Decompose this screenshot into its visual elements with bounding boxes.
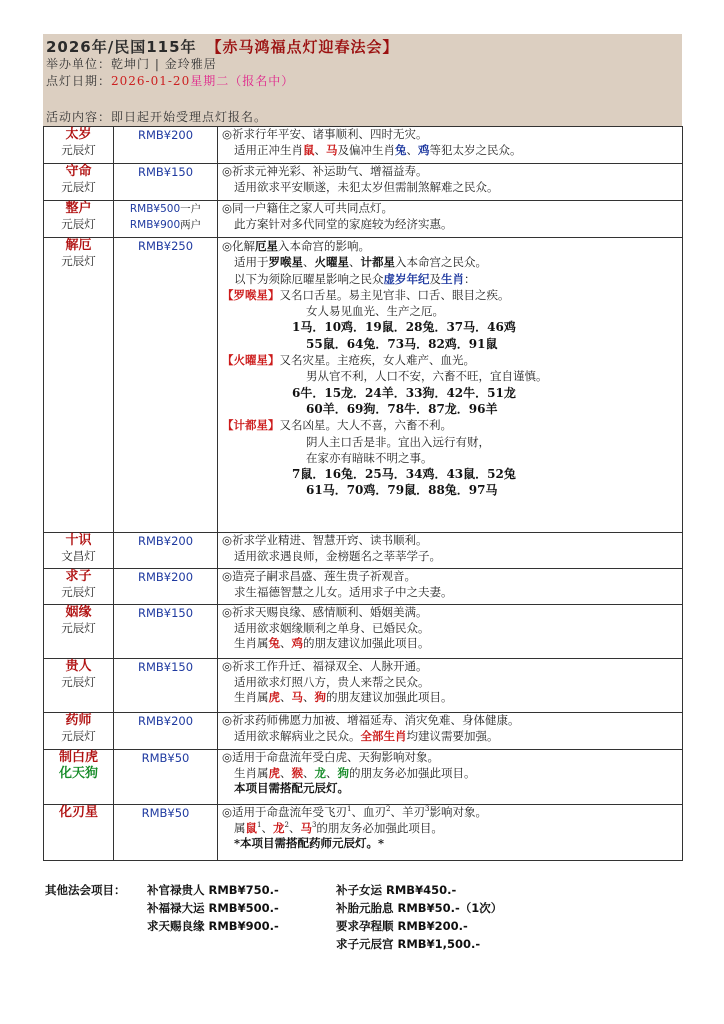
list-item: 补官禄贵人 RMB¥750.- — [147, 883, 279, 897]
table-row: 化刃星 RMB¥50 ◎适用于命盘流年受飞刃$^1$、血刃$^2$、羊刃$^3$影响对象。 属鼠$^1$、龙$^2$、马$^3$的朋友务必加强此项目。 *本项目需搭配药师元辰灯。* — [44, 805, 683, 861]
list-item: 补子女运 RMB¥450.- — [336, 883, 457, 897]
organizer-line: 举办单位：乾坤门 | 金玲雅居 — [46, 57, 217, 71]
table-row: 求子 元辰灯 RMB¥200 ◎造亮子嗣求昌盛、莲生贵子祈观音。 求生福德智慧之儿女。适用求子中之夫妻。 — [44, 569, 683, 605]
page-title: 2026年/民国115年 【赤马鸿福点灯迎春法会】 — [46, 38, 399, 56]
header-banner — [43, 34, 682, 126]
jidu-star-label: 【计都星】 — [222, 418, 280, 433]
table-row: 制白虎 化天狗 RMB¥50 ◎适用于命盘流年受白虎、天狗影响对象。 生肖属虎、猴、龙、狗的朋友务必加强此项目。 本项目需搭配元辰灯。 — [44, 750, 683, 805]
huoyao-star-label: 【火曜星】 — [222, 353, 280, 368]
list-item: 要求孕程顺 RMB¥200.- — [336, 919, 468, 933]
list-item: 求天赐良缘 RMB¥900.- — [147, 919, 279, 933]
date-line: 点灯日期：2026-01-20星期二（报名中） — [46, 74, 295, 88]
list-item: 求子元辰宫 RMB¥1,500.- — [336, 937, 481, 951]
table-row: 整户 元辰灯 RMB¥500一户 RMB¥900两户 ◎同一户籍住之家人可共同点灯。 此方案针对多代同堂的家庭较为经济实惠。 — [44, 201, 683, 238]
event-title: 【赤马鸿福点灯迎春法会】 — [206, 38, 399, 56]
table-row: 贵人 元辰灯 RMB¥150 ◎祈求工作升迁、福禄双全、人脉开通。 适用欲求灯照八方，贵人来帮之民众。 生肖属虎、马、狗的朋友建议加强此项目。 — [44, 659, 683, 713]
status-badge: （报名中） — [229, 74, 295, 88]
table-row: 太岁 元辰灯 RMB¥200 ◎祈求行年平安、诸事顺利、四时无灾。 适用正冲生肖鼠、马及偏冲生肖兔、鸡等犯太岁之民众。 — [44, 127, 683, 164]
table-row: 药师 元辰灯 RMB¥200 ◎祈求药师佛愿力加被、增福延寿、消灾免难、身体健康。 适用欲求解病业之民众。全部生肖均建议需要加强。 — [44, 713, 683, 750]
table-row: 解厄 元辰灯 RMB¥250 ◎化解厄星入本命宫的影响。 适用于罗喉星、火曜星、计都星入本命宫之民众。 以下为须除厄曜星影响之民众虚岁年纪及生肖： 【罗喉星】又名口舌星。易主见官非、口舌、眼目之疾。 女人易见血光、生产之厄。 1马．10鸡．19鼠．28兔．37马．46鸡 55鼠．64兔．73马．82鸡．91鼠 【火曜星】又名灾星。主疮疾，女人难产、血光。 男从官不利，人口不安，六畜不旺，宜自谨慎。 6牛．15龙．24羊．33狗．42牛．51龙 60羊．69狗．78牛．87龙．96羊 【计都星】又名凶星。大人不喜，六畜不利。 阴人主口舌是非。宜出入远行有财， 在家亦有暗昧不明之事。 7鼠．16兔．25马．34鸡．43鼠．52兔 61马．70鸡．79鼠．88兔．97马 — [44, 238, 683, 533]
price: RMB¥200 — [137, 128, 194, 142]
table-row: 十识 文昌灯 RMB¥200 ◎祈求学业精进、智慧开窍、读书顺利。 适用欲求遇良师，金榜题名之莘莘学子。 — [44, 533, 683, 569]
other-services — [43, 882, 683, 962]
list-item: 补福禄大运 RMB¥500.- — [147, 901, 279, 915]
table-row: 姻缘 元辰灯 RMB¥150 ◎祈求天赐良缘、感情顺利、婚姻美满。 适用欲求姻缘顺利之单身、已婚民众。 生肖属兔、鸡的朋友建议加强此项目。 — [44, 605, 683, 659]
table-row: 守命 元辰灯 RMB¥150 ◎祈求元神光彩、补运助气、增福益寿。 适用欲求平安顺遂，未犯太岁但需制煞解难之民众。 — [44, 164, 683, 201]
lamp-table — [43, 126, 683, 861]
date-value: 2026-01-20 — [111, 74, 191, 88]
luohou-star-label: 【罗喉星】 — [222, 287, 280, 302]
lamp-name: 太岁 — [65, 127, 92, 142]
other-services-label: 其他法会项目： — [45, 883, 126, 897]
activity-line: 活动内容：即日起开始受理点灯报名。 — [46, 110, 268, 124]
list-item: 补胎元胎息 RMB¥50.-（1次） — [336, 901, 503, 915]
